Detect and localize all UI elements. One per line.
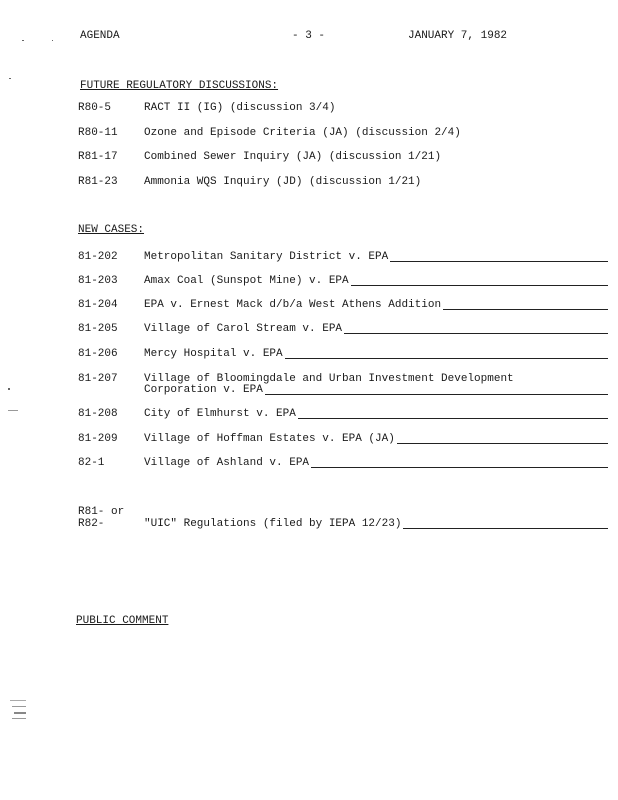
table-row <box>78 517 608 531</box>
item-text: RACT II (IG) (discussion 3/4) <box>144 102 336 114</box>
item-code: R81-23 <box>78 176 118 188</box>
item-code: R81-17 <box>78 151 118 163</box>
scan-speck <box>14 712 26 714</box>
list-item <box>78 126 608 140</box>
header-agenda: AGENDA <box>80 30 120 42</box>
case-title-continuation <box>144 383 608 397</box>
blank-line <box>397 443 608 444</box>
item-code: R80-5 <box>78 102 112 114</box>
case-number: 81-204 <box>78 299 118 311</box>
blank-line <box>390 261 608 262</box>
case-number: 81-206 <box>78 348 118 360</box>
case-title: City of Elmhurst v. EPA <box>144 408 296 420</box>
scan-speck <box>9 78 11 79</box>
uic-code-line1: R81- or <box>78 506 125 518</box>
list-item <box>78 101 608 115</box>
blank-line <box>298 418 608 419</box>
scan-speck <box>8 410 18 411</box>
blank-line <box>344 333 608 334</box>
scan-speck <box>8 388 10 390</box>
table-row <box>78 407 608 421</box>
uic-title: "UIC" Regulations (filed by IEPA 12/23) <box>144 518 402 530</box>
blank-line <box>265 394 608 395</box>
scan-speck <box>10 700 26 701</box>
table-row <box>78 347 608 361</box>
public-comment-heading: PUBLIC COMMENT <box>76 615 169 627</box>
table-row <box>78 456 608 470</box>
scan-speck <box>22 40 24 41</box>
blank-line <box>311 467 608 468</box>
item-text: Ammonia WQS Inquiry (JD) (discussion 1/21) <box>144 176 422 188</box>
table-row <box>78 298 608 312</box>
case-title: Village of Hoffman Estates v. EPA (JA) <box>144 433 395 445</box>
blank-line <box>443 309 608 310</box>
case-title: Village of Ashland v. EPA <box>144 457 310 469</box>
case-number: 82-1 <box>78 457 105 469</box>
table-row <box>78 250 608 264</box>
blank-line <box>403 528 608 529</box>
case-title: Village of Bloomingdale and Urban Investment Development <box>144 373 514 385</box>
case-number: 81-207 <box>78 373 118 385</box>
blank-line <box>285 358 608 359</box>
case-title: Metropolitan Sanitary District v. EPA <box>144 251 389 263</box>
case-number: 81-209 <box>78 433 118 445</box>
case-number: 81-203 <box>78 275 118 287</box>
case-number: 81-202 <box>78 251 118 263</box>
list-item <box>78 175 608 189</box>
uic-code-line2: R82- <box>78 518 105 530</box>
case-title: EPA v. Ernest Mack d/b/a West Athens Addition <box>144 299 442 311</box>
future-regulatory-heading: FUTURE REGULATORY DISCUSSIONS: <box>80 80 279 92</box>
page-number: - 3 - <box>292 30 326 42</box>
table-row <box>78 322 608 336</box>
table-row <box>78 274 608 288</box>
item-code: R80-11 <box>78 127 118 139</box>
item-text: Combined Sewer Inquiry (JA) (discussion 1/21) <box>144 151 442 163</box>
case-number: 81-208 <box>78 408 118 420</box>
table-row <box>78 432 608 446</box>
case-title: Mercy Hospital v. EPA <box>144 348 283 360</box>
list-item <box>78 150 608 164</box>
case-title-line2: Corporation v. EPA <box>144 384 263 396</box>
case-title: Village of Carol Stream v. EPA <box>144 323 343 335</box>
scan-speck <box>12 706 26 707</box>
blank-line <box>351 285 608 286</box>
new-cases-heading: NEW CASES: <box>78 224 145 236</box>
scan-speck <box>12 718 26 719</box>
header-date: JANUARY 7, 1982 <box>408 30 508 42</box>
scan-speck <box>52 40 53 41</box>
case-number: 81-205 <box>78 323 118 335</box>
case-title: Amax Coal (Sunspot Mine) v. EPA <box>144 275 349 287</box>
item-text: Ozone and Episode Criteria (JA) (discussion 2/4) <box>144 127 461 139</box>
